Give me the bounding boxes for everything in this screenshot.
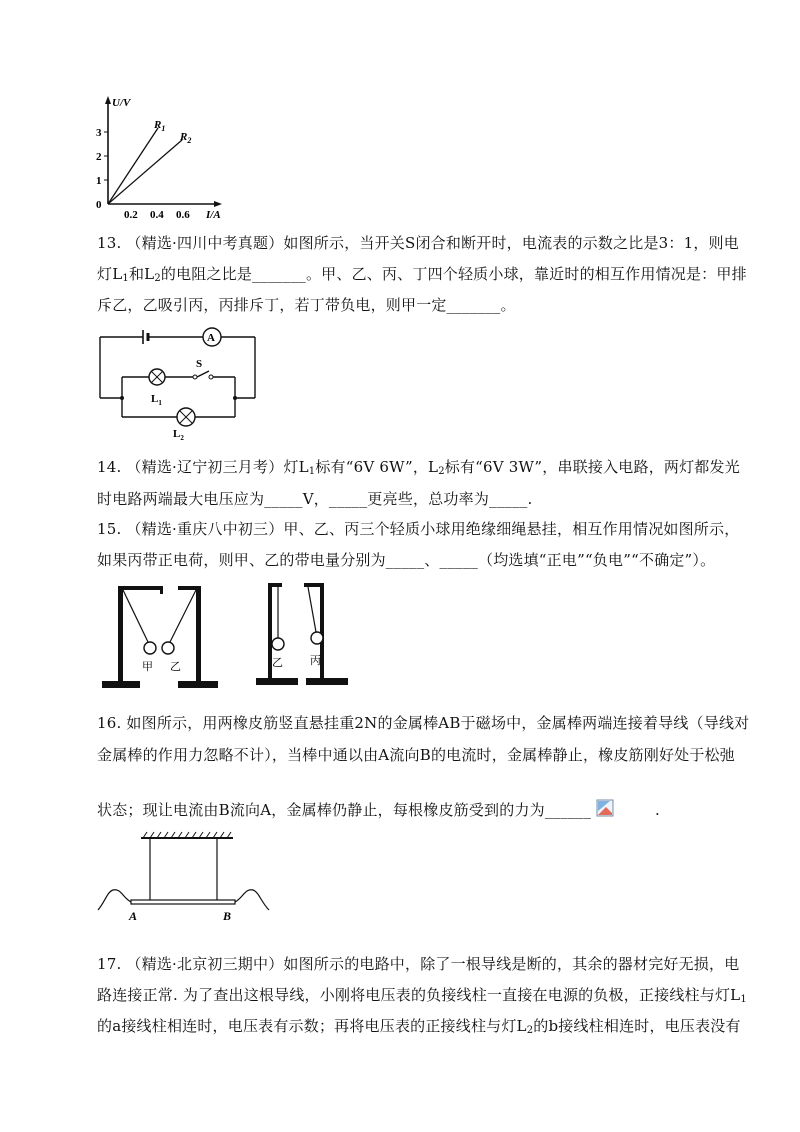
svg-text:A: A <box>207 332 215 344</box>
svg-text:A: A <box>129 909 138 923</box>
svg-text:L1: $L_1$ <box>151 393 162 407</box>
y-tick-label: 3 <box>96 127 102 139</box>
q14-line-2: 时电路两端最大电压应为_____V，_____更亮些，总功率为_____. <box>97 490 533 508</box>
q14-line-1: 14. （精选·辽宁初三月考）灯$L_1$标有“6V 6W”，$L_2$标有“6V 3W”，串联接入电路，两灯都发光 <box>97 458 740 477</box>
y-tick-label: 0 <box>96 199 102 211</box>
svg-text:丙: 丙 <box>310 654 321 667</box>
u-i-graph <box>90 92 240 222</box>
q15-line-2: 如果丙带正电荷，则甲、乙的带电量分别为_____、_____（均选填“正电”“负电”“不确定”）。 <box>97 551 716 569</box>
switch-icon <box>197 371 209 377</box>
line-r2-label: $R_2$ <box>180 131 192 145</box>
q17-line-3: 的a接线柱相连时，电压表有示数；再将电压表的正接线柱与灯$L_2$的b接线柱相连时，电压表没有 <box>97 1017 741 1036</box>
svg-text:B: B <box>223 909 232 923</box>
x-tick-label: 0.6 <box>176 209 190 221</box>
q13-line-3: 斥乙，乙吸引丙，丙排斥丁，若丁带负电，则甲一定_______。 <box>97 296 516 314</box>
svg-text:L2: $L_2$ <box>173 428 184 442</box>
svg-text:乙: 乙 <box>272 656 283 669</box>
q15-line-1: 15. （精选·重庆八中初三）甲、乙、丙三个轻质小球用绝缘细绳悬挂，相互作用情况如图所示， <box>97 520 740 538</box>
q16-line-1: 16. 如图所示，用两橡皮筋竖直悬挂重2N的金属棒AB于磁场中，金属棒两端连接着导线（导线对 <box>97 714 750 732</box>
q16-line-3: 状态；现让电流由B流向A，金属棒仍静止，每根橡皮筋受到的力为______ . <box>97 801 660 819</box>
broken-image-icon <box>596 799 614 817</box>
y-axis-label: U/V <box>112 97 131 109</box>
y-tick-label: 2 <box>96 151 102 163</box>
metal-rod-figure <box>95 828 275 926</box>
x-tick-label: 0.4 <box>150 209 164 221</box>
y-tick-label: 1 <box>96 175 102 187</box>
x-axis-label: I/A <box>206 209 221 221</box>
line-r1-label: $R_1$ <box>154 119 166 133</box>
suspended-balls-figure <box>98 578 353 693</box>
q17-line-2: 路连接正常. 为了查出这根导线，小刚将电压表的负接线柱一直接在电源的负极，正接线柱与灯$L_1$ <box>97 986 747 1005</box>
q13-line-1: 13. （精选·四川中考真题）如图所示，当开关S闭合和断开时，电流表的示数之比是3：1，则电 <box>97 234 739 252</box>
circuit-diagram-q13 <box>95 322 265 442</box>
x-tick-label: 0.2 <box>124 209 138 221</box>
q16-line-2: 金属棒的作用力忽略不计），当棒中通以由A流向B的电流时，金属棒静止，橡皮筋刚好处于松弛 <box>97 746 735 764</box>
svg-text:S: S <box>196 358 203 370</box>
svg-text:甲: 甲 <box>142 660 153 673</box>
q13-line-2: 灯$L_1$和$L_2$的电阻之比是_______。甲、乙、丙、丁四个轻质小球，靠近时的相互作用情况是：甲排 <box>97 265 747 284</box>
q17-line-1: 17. （精选·北京初三期中）如图所示的电路中，除了一根导线是断的，其余的器材完好无损，电 <box>97 955 740 973</box>
svg-text:乙: 乙 <box>170 660 181 673</box>
